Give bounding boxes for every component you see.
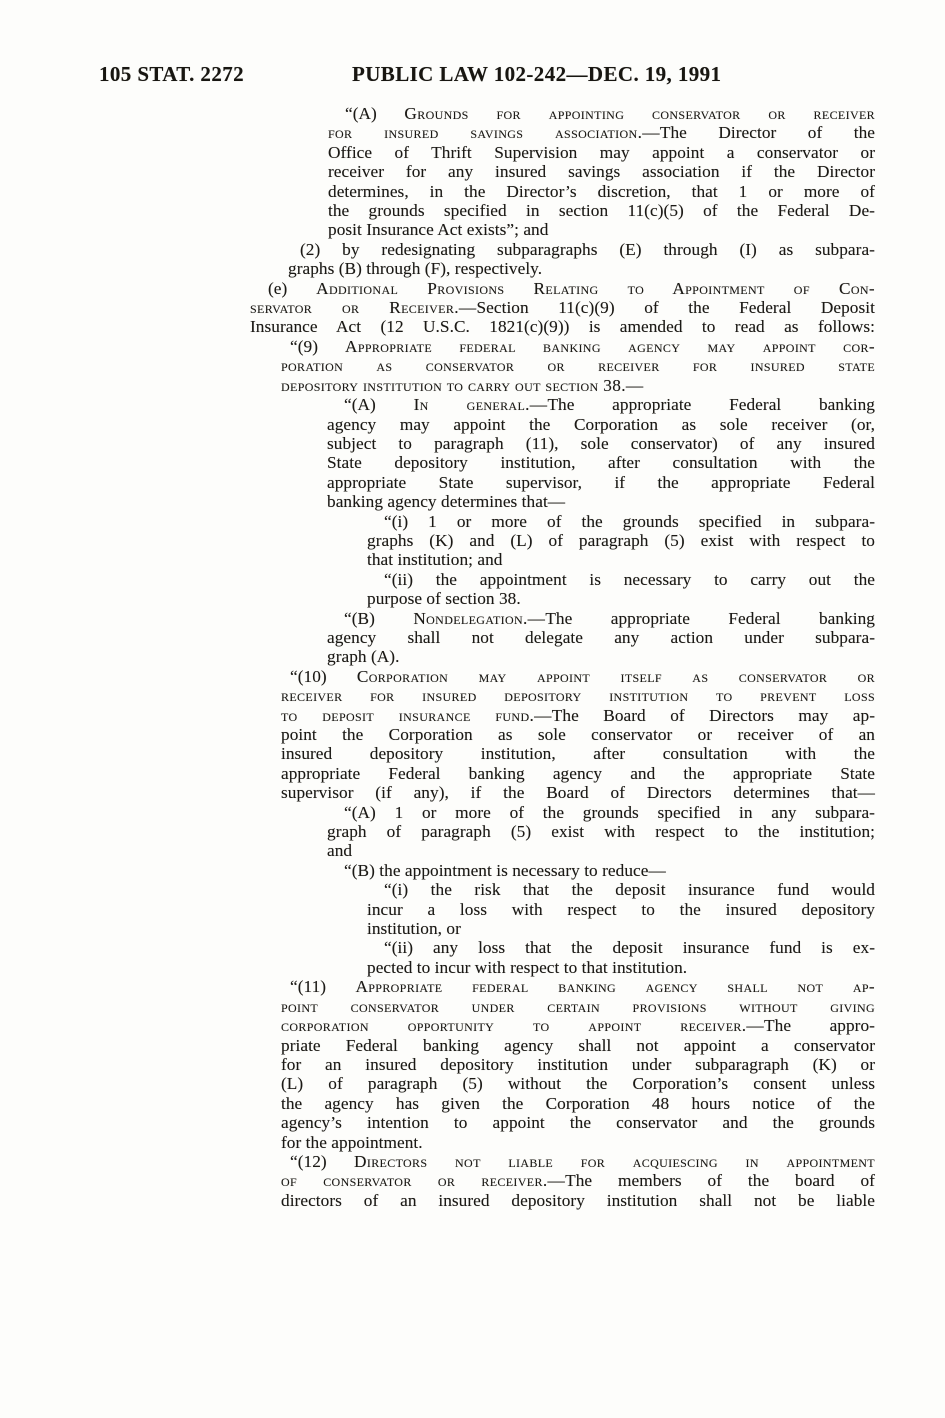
text-run: pected to incur with respect to that institution. — [367, 957, 688, 977]
heading-smallcaps-run: for insured savings association.— — [328, 123, 660, 143]
text-run: purpose of section 38. — [367, 589, 521, 609]
text-line — [250, 337, 875, 356]
text-line — [250, 298, 875, 317]
text-line — [250, 240, 875, 259]
text-run: “(i) 1 or more of the grounds specified in subpara- — [384, 511, 875, 531]
text-line — [250, 143, 875, 162]
text-line — [250, 201, 875, 220]
text-line — [250, 356, 875, 375]
text-run: posit Insurance Act exists”; and — [328, 220, 549, 240]
text-line — [250, 317, 875, 336]
text-line — [250, 1113, 875, 1132]
text-line — [250, 1152, 875, 1171]
text-line — [250, 1133, 875, 1152]
heading-smallcaps-run: Corporation may appoint itself as conservator or — [356, 666, 875, 686]
text-line — [250, 220, 875, 239]
heading-smallcaps-run: In general.— — [413, 395, 548, 415]
text-line — [250, 123, 875, 142]
document-body — [250, 104, 875, 1210]
text-line — [250, 609, 875, 628]
text-run: The members of the board of — [565, 1171, 875, 1191]
text-run: Insurance Act (12 U.S.C. 1821(c)(9)) is amended to read as follows: — [250, 317, 875, 337]
text-line — [250, 492, 875, 511]
heading-smallcaps-run: to deposit insurance fund.— — [281, 705, 552, 725]
text-line — [250, 744, 875, 763]
text-run: “(ii) any loss that the deposit insurance fund is ex- — [384, 938, 875, 958]
text-run: agency may appoint the Corporation as sole receiver (or, — [327, 414, 875, 434]
text-run: priate Federal banking agency shall not appoint a conservator — [281, 1035, 875, 1055]
text-line — [250, 182, 875, 201]
heading-smallcaps-run: Directors not liable for acquiescing in appointment — [354, 1151, 875, 1171]
text-line — [250, 531, 875, 550]
text-line — [250, 434, 875, 453]
text-run: The Director of the — [659, 123, 876, 143]
text-line — [250, 783, 875, 802]
text-run: graphs (K) and (L) of paragraph (5) exist with respect to — [367, 530, 875, 550]
text-run: appropriate Federal banking agency and the appropriate State — [281, 763, 875, 783]
text-line — [250, 647, 875, 666]
text-run: the grounds specified in section 11(c)(5) of the Federal De- — [328, 201, 875, 221]
text-run: agency’s intention to appoint the conservator and the grounds — [281, 1113, 875, 1133]
text-run: determines, in the Director’s discretion, that 1 or more of — [328, 181, 875, 201]
text-run: and — [327, 841, 353, 861]
heading-smallcaps-run: corporation opportunity to appoint receiver.— — [281, 1016, 765, 1036]
text-line — [250, 841, 875, 860]
text-line — [250, 1016, 875, 1035]
text-run: Office of Thrift Supervision may appoint a conservator or — [328, 142, 875, 162]
law-heading: PUBLIC LAW 102-242—DEC. 19, 1991 — [352, 62, 722, 86]
text-line — [250, 958, 875, 977]
text-line — [250, 628, 875, 647]
text-run: (L) of paragraph (5) without the Corporation’s consent unless — [281, 1074, 875, 1094]
text-line — [250, 104, 875, 123]
text-line — [250, 1191, 875, 1210]
text-line — [250, 977, 875, 996]
stat-citation: 105 STAT. 2272 — [99, 62, 245, 86]
text-run: Section 11(c)(9) of the Federal Deposit — [476, 298, 875, 318]
text-run: for an insured depository institution under subparagraph (K) or — [281, 1054, 875, 1074]
text-run: “(12) — [290, 1151, 355, 1171]
text-line — [250, 725, 875, 744]
text-run: “(10) — [290, 666, 357, 686]
text-run: incur a loss with respect to the insured depository — [367, 899, 875, 919]
text-run: (2) by redesignating subparagraphs (E) through (I) as subpara- — [300, 239, 875, 259]
text-run: point the Corporation as sole conservator or receiver of an — [281, 725, 875, 744]
text-run: agency shall not delegate any action under subpara- — [327, 627, 875, 647]
heading-smallcaps-run: Additional Provisions Relating to Appointment of Con- — [316, 278, 875, 298]
text-run: institution, or — [367, 919, 461, 939]
text-line — [250, 453, 875, 472]
text-run: “(ii) the appointment is necessary to carry out the — [384, 569, 875, 589]
text-run: State depository institution, after consultation with the — [327, 453, 875, 473]
text-line — [250, 880, 875, 899]
text-line — [250, 822, 875, 841]
text-run: “(A) 1 or more of the grounds specified in any subpara- — [344, 802, 875, 822]
text-run: receiver for any insured savings association if the Director — [328, 162, 875, 182]
heading-smallcaps-run: of conservator or receiver.— — [281, 1171, 566, 1191]
heading-smallcaps-run: poration as conservator or receiver for insured state — [281, 356, 875, 376]
text-line — [250, 1055, 875, 1074]
text-run: the agency has given the Corporation 48 hours notice of the — [281, 1093, 875, 1113]
text-run: insured depository institution, after consultation with the — [281, 744, 875, 764]
text-line — [250, 259, 875, 278]
text-run: graph (A). — [327, 647, 400, 667]
heading-smallcaps-run: point conservator under certain provisions without giving — [281, 996, 875, 1016]
text-line — [250, 1094, 875, 1113]
heading-smallcaps-run: depository institution to carry out section 38.— — [281, 375, 644, 395]
text-run: “(A) — [344, 395, 414, 415]
text-line — [250, 1171, 875, 1190]
text-run: The appropriate Federal banking — [545, 608, 875, 628]
text-run: “(11) — [290, 977, 356, 997]
text-line — [250, 550, 875, 569]
text-line — [250, 395, 875, 414]
text-run: The appro- — [764, 1016, 875, 1036]
text-line — [250, 1074, 875, 1093]
heading-smallcaps-run: Appropriate federal banking agency may appoint cor- — [345, 336, 875, 356]
text-run: directors of an insured depository institution shall not be liable — [281, 1190, 875, 1210]
text-line — [250, 162, 875, 181]
heading-smallcaps-run: servator or Receiver.— — [250, 298, 477, 318]
heading-smallcaps-run: Nondelegation.— — [413, 608, 546, 628]
text-line — [250, 686, 875, 705]
text-line — [250, 570, 875, 589]
text-line — [250, 900, 875, 919]
text-run: subject to paragraph (11), sole conservator) of any insured — [327, 433, 875, 453]
text-run: for the appointment. — [281, 1132, 423, 1152]
text-run: that institution; and — [367, 550, 503, 570]
text-run: banking agency determines that— — [327, 492, 566, 512]
text-line — [250, 415, 875, 434]
text-run: “(9) — [290, 336, 346, 356]
text-line — [250, 919, 875, 938]
text-line — [250, 803, 875, 822]
heading-smallcaps-run: Grounds for appointing conservator or receiver — [404, 104, 875, 123]
text-line — [250, 667, 875, 686]
text-line — [250, 764, 875, 783]
text-line — [250, 589, 875, 608]
text-run: (e) — [268, 278, 317, 298]
text-line — [250, 997, 875, 1016]
text-run: graph of paragraph (5) exist with respect to the institution; — [327, 822, 875, 842]
heading-smallcaps-run: receiver for insured depository institution to prevent loss — [281, 686, 875, 706]
text-run: supervisor (if any), if the Board of Directors determines that— — [281, 783, 875, 803]
text-run: The appropriate Federal banking — [547, 395, 875, 415]
text-line — [250, 938, 875, 957]
text-run: “(B) the appointment is necessary to reduce— — [344, 860, 666, 880]
text-line — [250, 1036, 875, 1055]
text-line — [250, 279, 875, 298]
text-run: “(A) — [345, 104, 405, 123]
heading-smallcaps-run: Appropriate federal banking agency shall not ap- — [355, 977, 875, 997]
text-line — [250, 861, 875, 880]
text-run: “(i) the risk that the deposit insurance fund would — [384, 880, 875, 900]
text-run: “(B) — [344, 608, 414, 628]
text-run: appropriate State supervisor, if the appropriate Federal — [327, 472, 875, 492]
text-line — [250, 376, 875, 395]
text-line — [250, 512, 875, 531]
text-run: graphs (B) through (F), respectively. — [288, 259, 543, 279]
text-line — [250, 473, 875, 492]
text-line — [250, 706, 875, 725]
text-run: The Board of Directors may ap- — [551, 705, 875, 725]
